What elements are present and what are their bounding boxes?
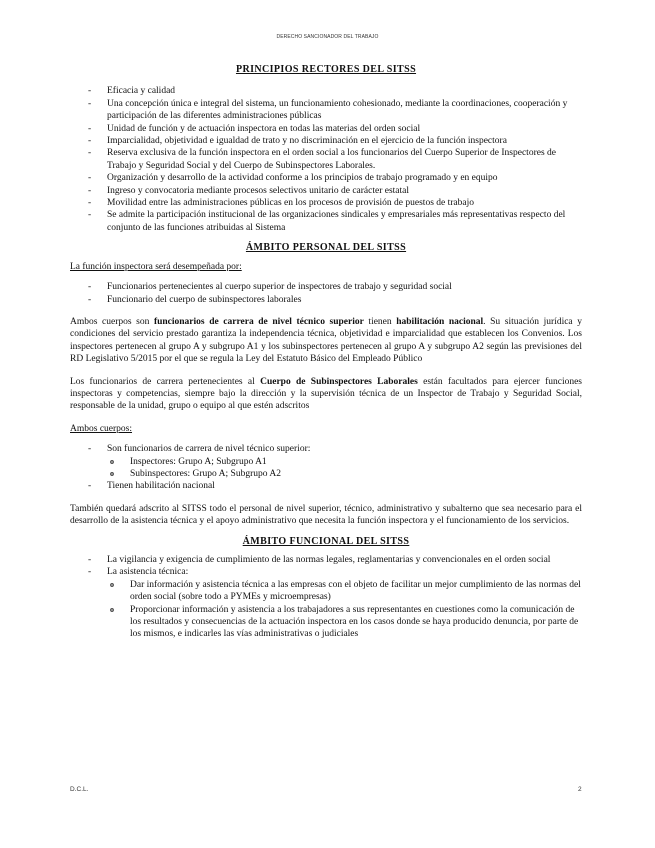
list-item: - Funcionarios pertenecientes al cuerpo superior de inspectores de trabajo y seguridad social bbox=[70, 281, 582, 293]
personal-intro: La función inspectora será desempeñada por: bbox=[70, 261, 242, 272]
paragraph-personal-adscrito: También quedará adscrito al SITSS todo el personal de nivel superior, técnico, administrativo y subalterno que sea necesario para el desarrollo de la asistencia técnica y el apoyo administrativo que necesita la función inspectora y el funcionamiento de los servicios. bbox=[70, 503, 582, 527]
ambos-cuerpos-label: Ambos cuerpos: bbox=[70, 423, 133, 434]
list-item: - Imparcialidad, objetividad e igualdad de trato y no discriminación en el ejercicio de la función inspectora bbox=[70, 135, 582, 147]
list-item: - Eficacia y calidad bbox=[70, 85, 582, 97]
list-item: - Organización y desarrollo de la actividad conforme a los principios de trabajo programado y en equipo bbox=[70, 172, 582, 184]
list-item: - Se admite la participación institucional de las organizaciones sindicales y empresariales más representativas respecto del conjunto de las funciones atribuidas al Sistema bbox=[70, 209, 582, 234]
sub-list-item: o Dar información y asistencia técnica a las empresas con el objeto de facilitar un mejor cumplimiento de las normas del orden social (sobre todo a PYMEs y microempresas) bbox=[107, 579, 582, 604]
funcional-list bbox=[70, 554, 582, 641]
footer-author: D.C.L. bbox=[70, 786, 89, 793]
list-item: - La vigilancia y exigencia de cumplimiento de las normas legales, reglamentarias y convencionales en el orden social bbox=[70, 554, 582, 566]
sub-list-item: o Subinspectores: Grupo A; Subgrupo A2 bbox=[107, 468, 582, 480]
list-item: - La asistencia técnica: o Dar información y asistencia técnica a las empresas con el objeto de facilitar un mejor cumplimiento de las normas del orden social (sobre todo a PYMEs y microempresas) o Proporcionar información y asistencia a los trabajadores a sus representantes en cuestiones como la comunicación de los resultados y consecuencias de la actuación inspectora en los casos donde se haya producido denuncia, por parte de los mismos, e indicarles las vías administrativas o judiciales bbox=[70, 566, 582, 640]
list-item: - Tienen habilitación nacional bbox=[70, 480, 582, 492]
sub-list bbox=[107, 579, 582, 641]
personal-list bbox=[70, 281, 582, 306]
sub-list-item: o Proporcionar información y asistencia a los trabajadores a sus representantes en cuestiones como la comunicación de los resultados y consecuencias de la actuación inspectora en los casos donde se haya producido denuncia, por parte de los mismos, e indicarles las vías administrativas o judiciales bbox=[107, 604, 582, 641]
document-body bbox=[70, 64, 582, 641]
list-item: - Reserva exclusiva de la función inspectora en el orden social a los funcionarios del Cuerpo Superior de Inspectores de Trabajo y Seguridad Social y del Cuerpo de Subinspectores Laborales. bbox=[70, 147, 582, 172]
sub-list bbox=[107, 456, 582, 481]
section-title-personal: ÁMBITO PERSONAL DEL SITSS bbox=[245, 242, 407, 254]
list-item: - Unidad de función y de actuación inspectora en todas las materias del orden social bbox=[70, 123, 582, 135]
sub-list-item: o Inspectores: Grupo A; Subgrupo A1 bbox=[107, 456, 582, 468]
page-header: DERECHO SANCIONADOR DEL TRABAJO bbox=[276, 34, 379, 40]
list-item: - Ingreso y convocatoria mediante procesos selectivos unitario de carácter estatal bbox=[70, 185, 582, 197]
section-title-principios: PRINCIPIOS RECTORES DEL SITSS bbox=[235, 64, 417, 75]
page-number: 2 bbox=[578, 786, 582, 793]
list-item: - Movilidad entre las administraciones públicas en los procesos de provisión de puestos de trabajo bbox=[70, 197, 582, 209]
ambos-list bbox=[70, 443, 582, 493]
list-item: - Son funcionarios de carrera de nivel técnico superior: o Inspectores: Grupo A; Subgrupo A1 o Subinspectores: Grupo A; Subgrupo A2 bbox=[70, 443, 582, 480]
section-title-funcional: ÁMBITO FUNCIONAL DEL SITSS bbox=[242, 535, 410, 547]
list-item: - Funcionario del cuerpo de subinspectores laborales bbox=[70, 294, 582, 306]
paragraph-subinspectores: Los funcionarios de carrera pertenecientes al Cuerpo de Subinspectores Laborales están facultados para ejercer funciones inspectoras y competencias, siempre bajo la dirección y la supervisión técnica de un Inspector de Trabajo y Seguridad Social, responsable de la unidad, grupo o equipo al que estén adscritos bbox=[70, 376, 583, 412]
list-item: - Una concepción única e integral del sistema, un funcionamiento cohesionado, mediante la coordinaciones, cooperación y participación de las diferentes administraciones públicas bbox=[70, 98, 582, 123]
paragraph-cuerpos: Ambos cuerpos son funcionarios de carrera de nivel técnico superior tienen habilitación nacional. Su situación jurídica y condiciones del servicio prestado garantiza la independencia técnica, objetividad e imparcialidad que establecen los Convenios. Los inspectores pertenecen al grupo A y subgrupo A1 y los subinspectores pertenecen al grupo A y subgrupo A2 según las previsiones del RD Legislativo 5/2015 por el que se regula la Ley del Estatuto Básico del Empleado Público bbox=[70, 316, 582, 365]
principios-list bbox=[70, 85, 582, 234]
